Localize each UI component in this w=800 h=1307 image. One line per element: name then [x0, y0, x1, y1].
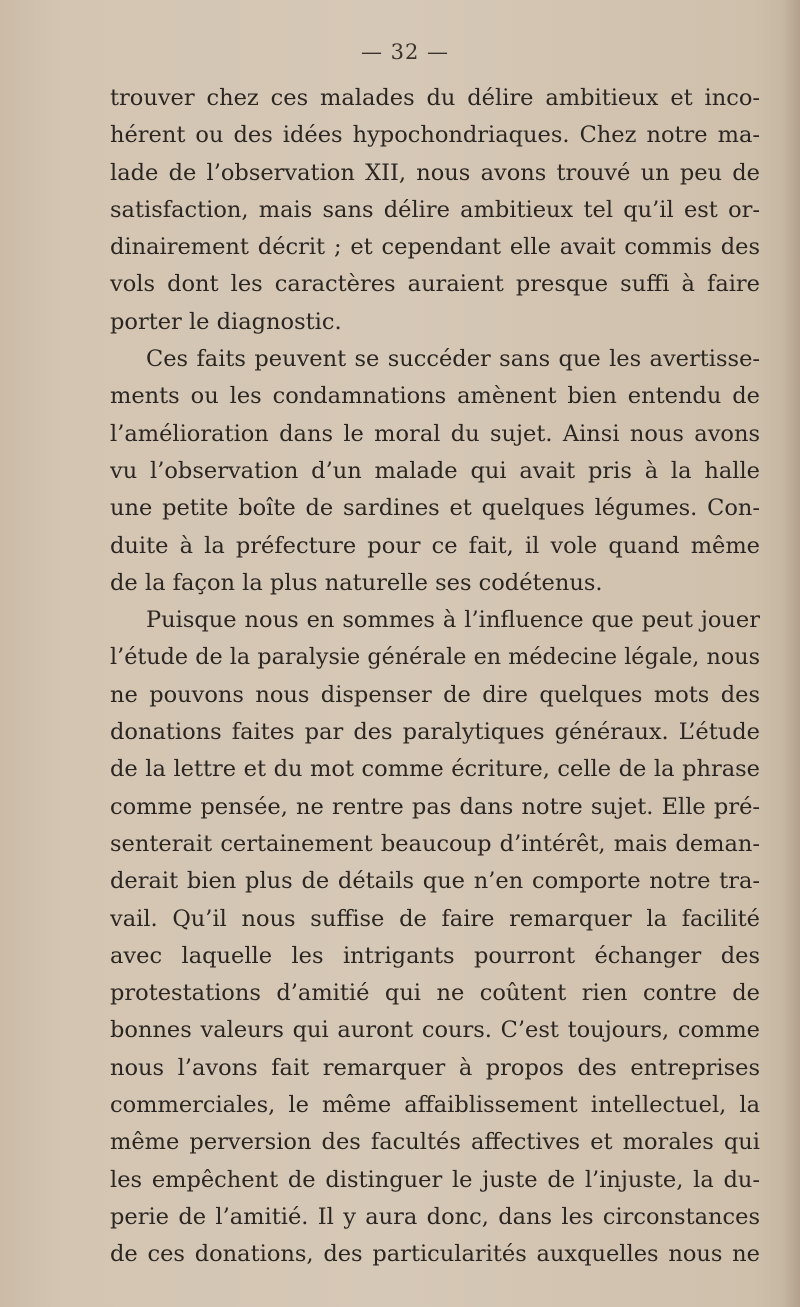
text-line: hérent ou des idées hypochondriaques. Chez notre ma-	[110, 122, 760, 149]
text-line: dinairement décrit ; et cependant elle avait commis des	[110, 234, 760, 261]
text-line: vols dont les caractères auraient presque suffi à faire	[110, 271, 760, 298]
text-line: ments ou les condamnations amènent bien entendu de	[110, 383, 760, 410]
text-line: nous l’avons fait remarquer à propos des entreprises	[110, 1054, 760, 1081]
text-line: donations faites par des paralytiques généraux. L’étude	[110, 719, 760, 746]
text-line: les empêchent de distinguer le juste de l’injuste, la du-	[110, 1166, 760, 1193]
text-line: bonnes valeurs qui auront cours. C’est toujours, comme	[110, 1017, 760, 1044]
text-line: perie de l’amitié. Il y aura donc, dans les circonstances	[110, 1203, 760, 1230]
text-line: senterait certainement beaucoup d’intérêt, mais deman-	[110, 830, 760, 857]
body-text	[110, 80, 760, 1274]
text-line: commerciales, le même affaiblissement intellectuel, la	[110, 1092, 760, 1119]
text-line: même perversion des facultés affectives et morales qui	[110, 1129, 760, 1156]
text-line: vail. Qu’il nous suffise de faire remarquer la facilité	[110, 905, 760, 932]
text-line: vu l’observation d’un malade qui avait pris à la halle	[110, 457, 760, 484]
text-line: de la lettre et du mot comme écriture, celle de la phrase	[110, 756, 760, 783]
text-line: ne pouvons nous dispenser de dire quelques mots des	[110, 681, 760, 708]
text-line: l’amélioration dans le moral du sujet. Ainsi nous avons	[110, 420, 760, 447]
text-line: satisfaction, mais sans délire ambitieux tel qu’il est or-	[110, 196, 760, 223]
page-number: — 32 —	[360, 40, 450, 64]
text-line: l’étude de la paralysie générale en médecine légale, nous	[110, 644, 760, 671]
text-line: avec laquelle les intrigants pourront échanger des	[110, 942, 760, 969]
text-line: Puisque nous en sommes à l’influence que peut jouer	[146, 607, 760, 634]
text-line: protestations d’amitié qui ne coûtent rien contre de	[110, 980, 760, 1007]
page-edge-shadow	[782, 0, 800, 1307]
text-line: porter le diagnostic.	[110, 308, 342, 335]
text-line: une petite boîte de sardines et quelques légumes. Con-	[110, 495, 760, 522]
text-line: de la façon la plus naturelle ses codétenus.	[110, 569, 603, 596]
text-line: trouver chez ces malades du délire ambitieux et inco-	[110, 85, 760, 111]
text-line: lade de l’observation XII, nous avons trouvé un peu de	[110, 159, 760, 186]
text-line: duite à la préfecture pour ce fait, il vole quand même	[110, 532, 760, 559]
text-line: comme pensée, ne rentre pas dans notre sujet. Elle pré-	[110, 793, 760, 820]
text-line: derait bien plus de détails que n’en comporte notre tra-	[110, 868, 760, 895]
text-line: de ces donations, des particularités auxquelles nous ne	[110, 1241, 760, 1268]
text-line: Ces faits peuvent se succéder sans que les avertisse-	[146, 346, 760, 373]
